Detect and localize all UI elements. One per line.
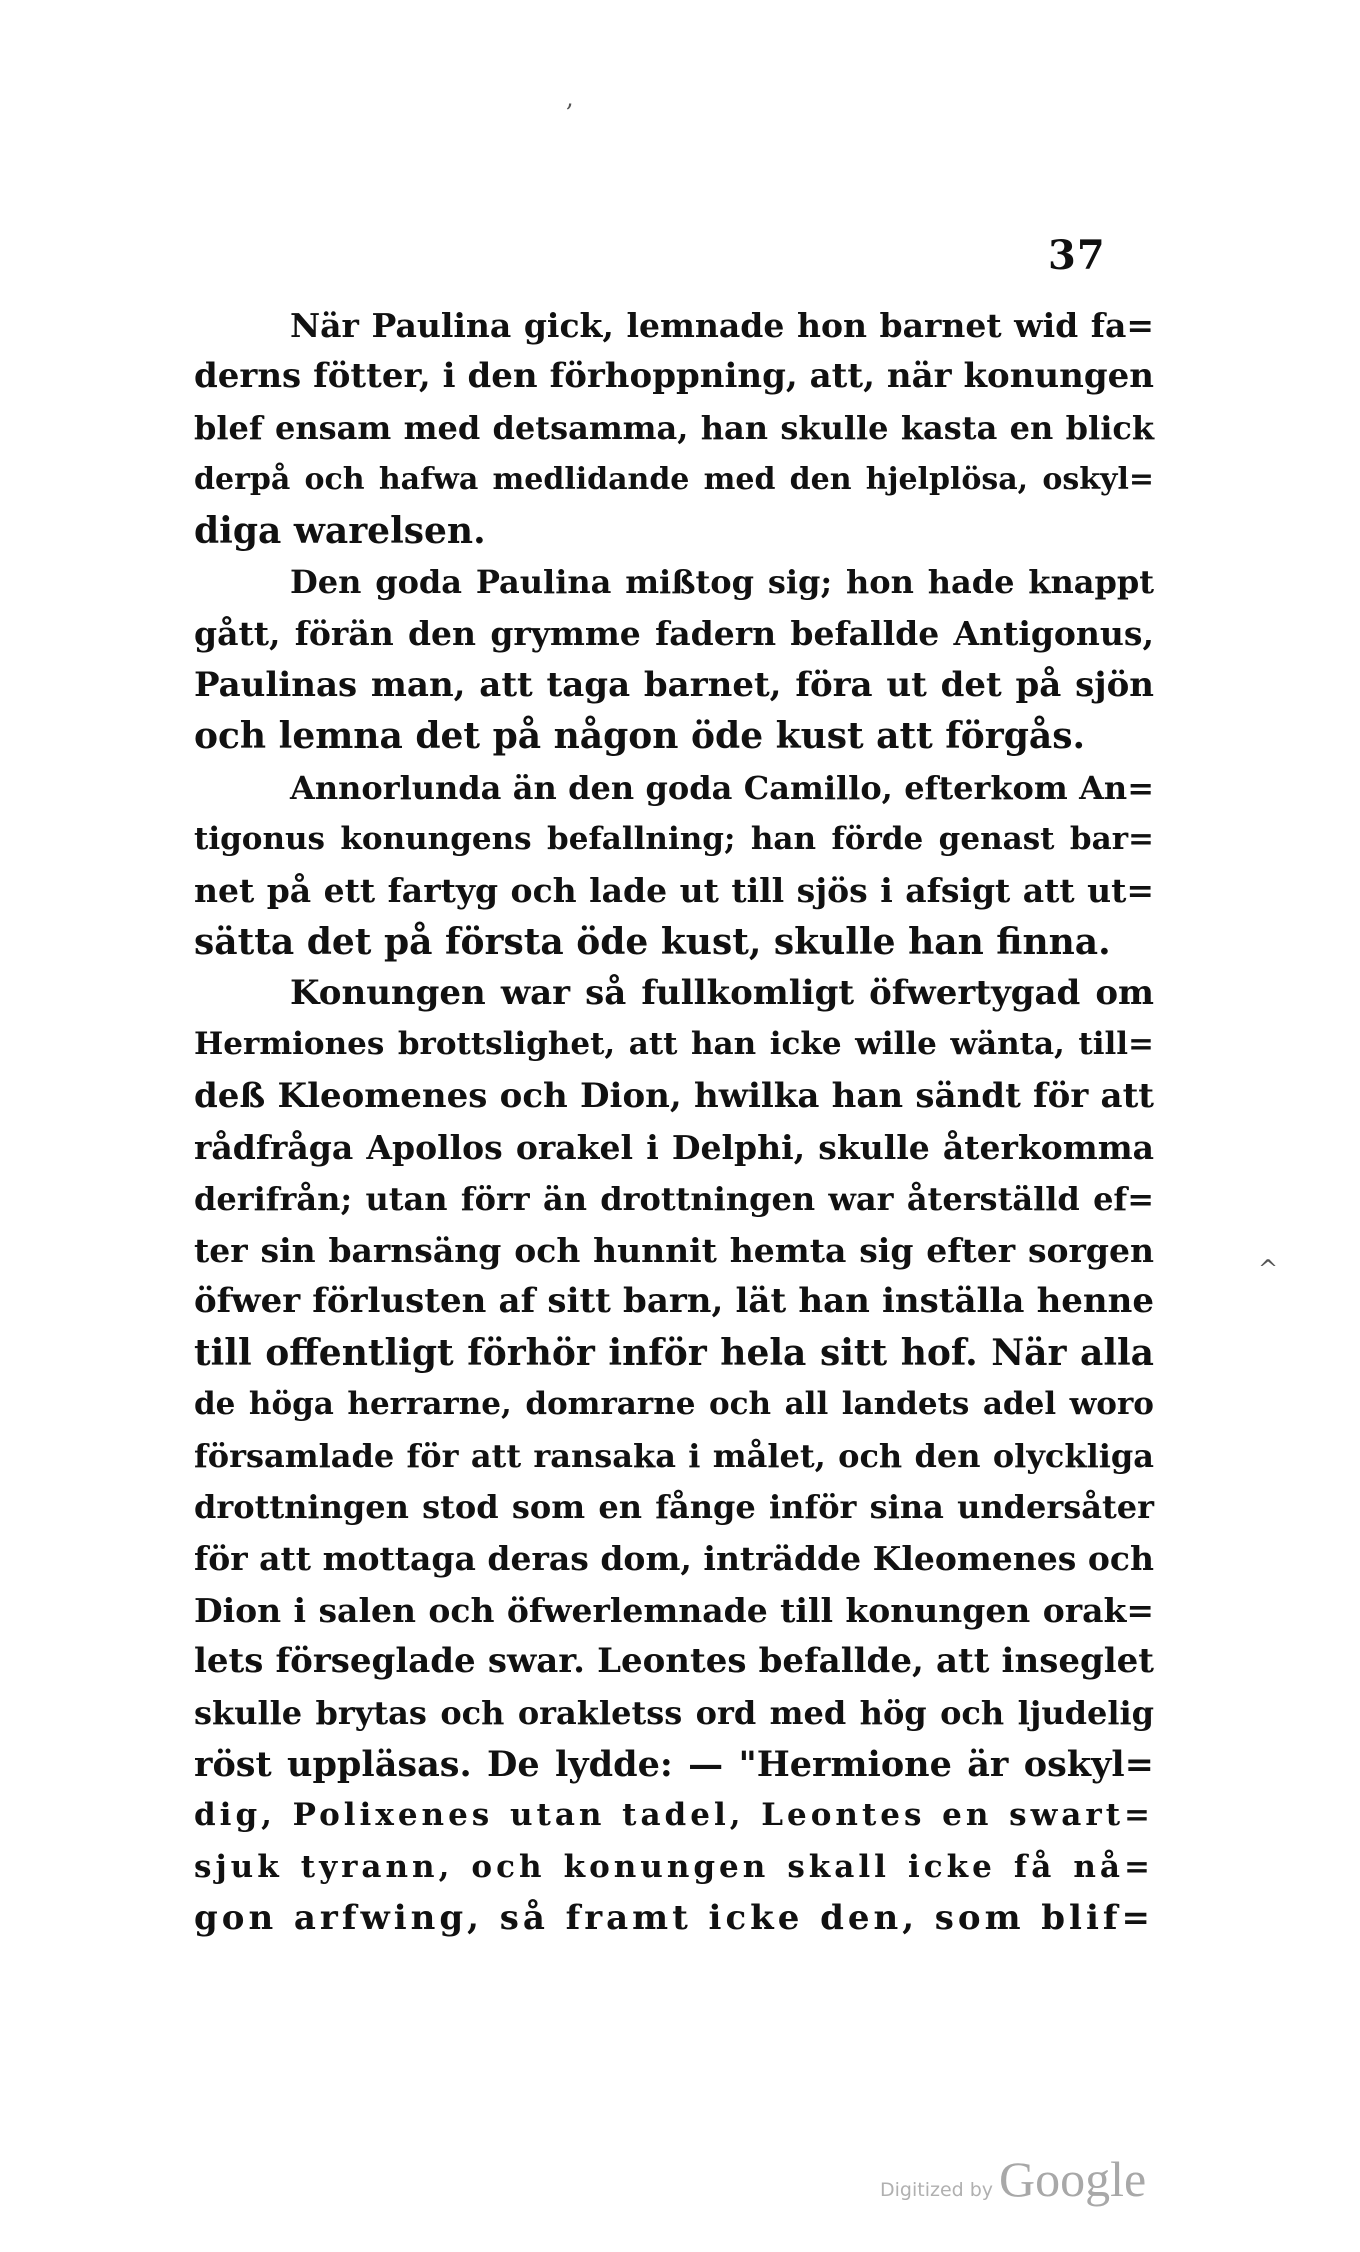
text-line: lets förseglade swar. Leontes befallde, att inseglet: [194, 1641, 1154, 1682]
text-line: drottningen stod som en fånge inför sina undersåter: [194, 1487, 1154, 1526]
text-line: sjuk tyrann, och konungen skall icke få nå=: [194, 1848, 1154, 1885]
text-line: Paulinas man, att taga barnet, föra ut det på sjön: [194, 664, 1154, 705]
text-line: derpå och hafwa medlidande med den hjelplösa, oskyl=: [194, 462, 1154, 498]
text-line: till offentligt förhör inför hela sitt hof. När alla: [194, 1331, 1154, 1374]
text-line: Annorlunda än den goda Camillo, efterkom An=: [290, 768, 1154, 807]
text-line: derifrån; utan förr än drottningen war återställd ef=: [194, 1179, 1154, 1218]
text-line: för att mottaga deras dom, inträdde Kleomenes och: [194, 1539, 1154, 1579]
google-logo: Google: [999, 2151, 1147, 2207]
text-line: diga warelsen.: [194, 509, 486, 552]
scan-speck: ^: [1258, 1255, 1279, 1283]
text-line: sätta det på första öde kust, skulle han finna.: [194, 920, 1111, 963]
scan-speck: ,: [566, 84, 574, 112]
text-line: dig, Polixenes utan tadel, Leontes en swart=: [194, 1797, 1154, 1834]
text-line: rådfråga Apollos orakel i Delphi, skulle återkomma: [194, 1128, 1154, 1168]
text-line: gon arfwing, så framt icke den, som blif=: [194, 1898, 1154, 1939]
text-line: Dion i salen och öfwerlemnade till konungen orak=: [194, 1590, 1154, 1630]
text-line: Konungen war så fullkomligt öfwertygad om: [290, 973, 1154, 1014]
digitized-label: Digitized by: [880, 2179, 994, 2201]
text-line: Hermiones brottslighet, att han icke wille wänta, till=: [194, 1026, 1154, 1063]
text-line: gått, förän den grymme fadern befallde Antigonus,: [194, 614, 1154, 654]
body-text: [194, 300, 1154, 1945]
text-line: Den goda Paulina mißtog sig; hon hade knappt: [290, 562, 1154, 601]
text-line: de höga herrarne, domrarne och all landets adel woro: [194, 1386, 1154, 1423]
text-line: öfwer förlusten af sitt barn, lät han inställa henne: [194, 1281, 1154, 1322]
page-number: 37: [1048, 232, 1106, 279]
text-line: blef ensam med detsamma, han skulle kasta en blick: [194, 408, 1154, 447]
text-line: derns fötter, i den förhoppning, att, när konungen: [194, 356, 1154, 397]
text-line: ter sin barnsäng och hunnit hemta sig efter sorgen: [194, 1231, 1154, 1271]
text-line: net på ett fartyg och lade ut till sjös i afsigt att ut=: [194, 871, 1154, 911]
text-line: skulle brytas och orakletss ord med hög och ljudelig: [194, 1693, 1154, 1732]
digitized-by-google: [880, 2150, 1146, 2208]
text-line: tigonus konungens befallning; han förde genast bar=: [194, 820, 1154, 857]
text-line: församlade för att ransaka i målet, och den olyckliga: [194, 1436, 1154, 1475]
text-line: och lemna det på någon öde kust att förgås.: [194, 715, 1086, 758]
text-line: röst uppläsas. De lydde: — "Hermione är oskyl=: [194, 1743, 1154, 1785]
text-line: deß Kleomenes och Dion, hwilka han sändt för att: [194, 1075, 1154, 1116]
text-line: När Paulina gick, lemnade hon barnet wid fa=: [290, 306, 1154, 345]
